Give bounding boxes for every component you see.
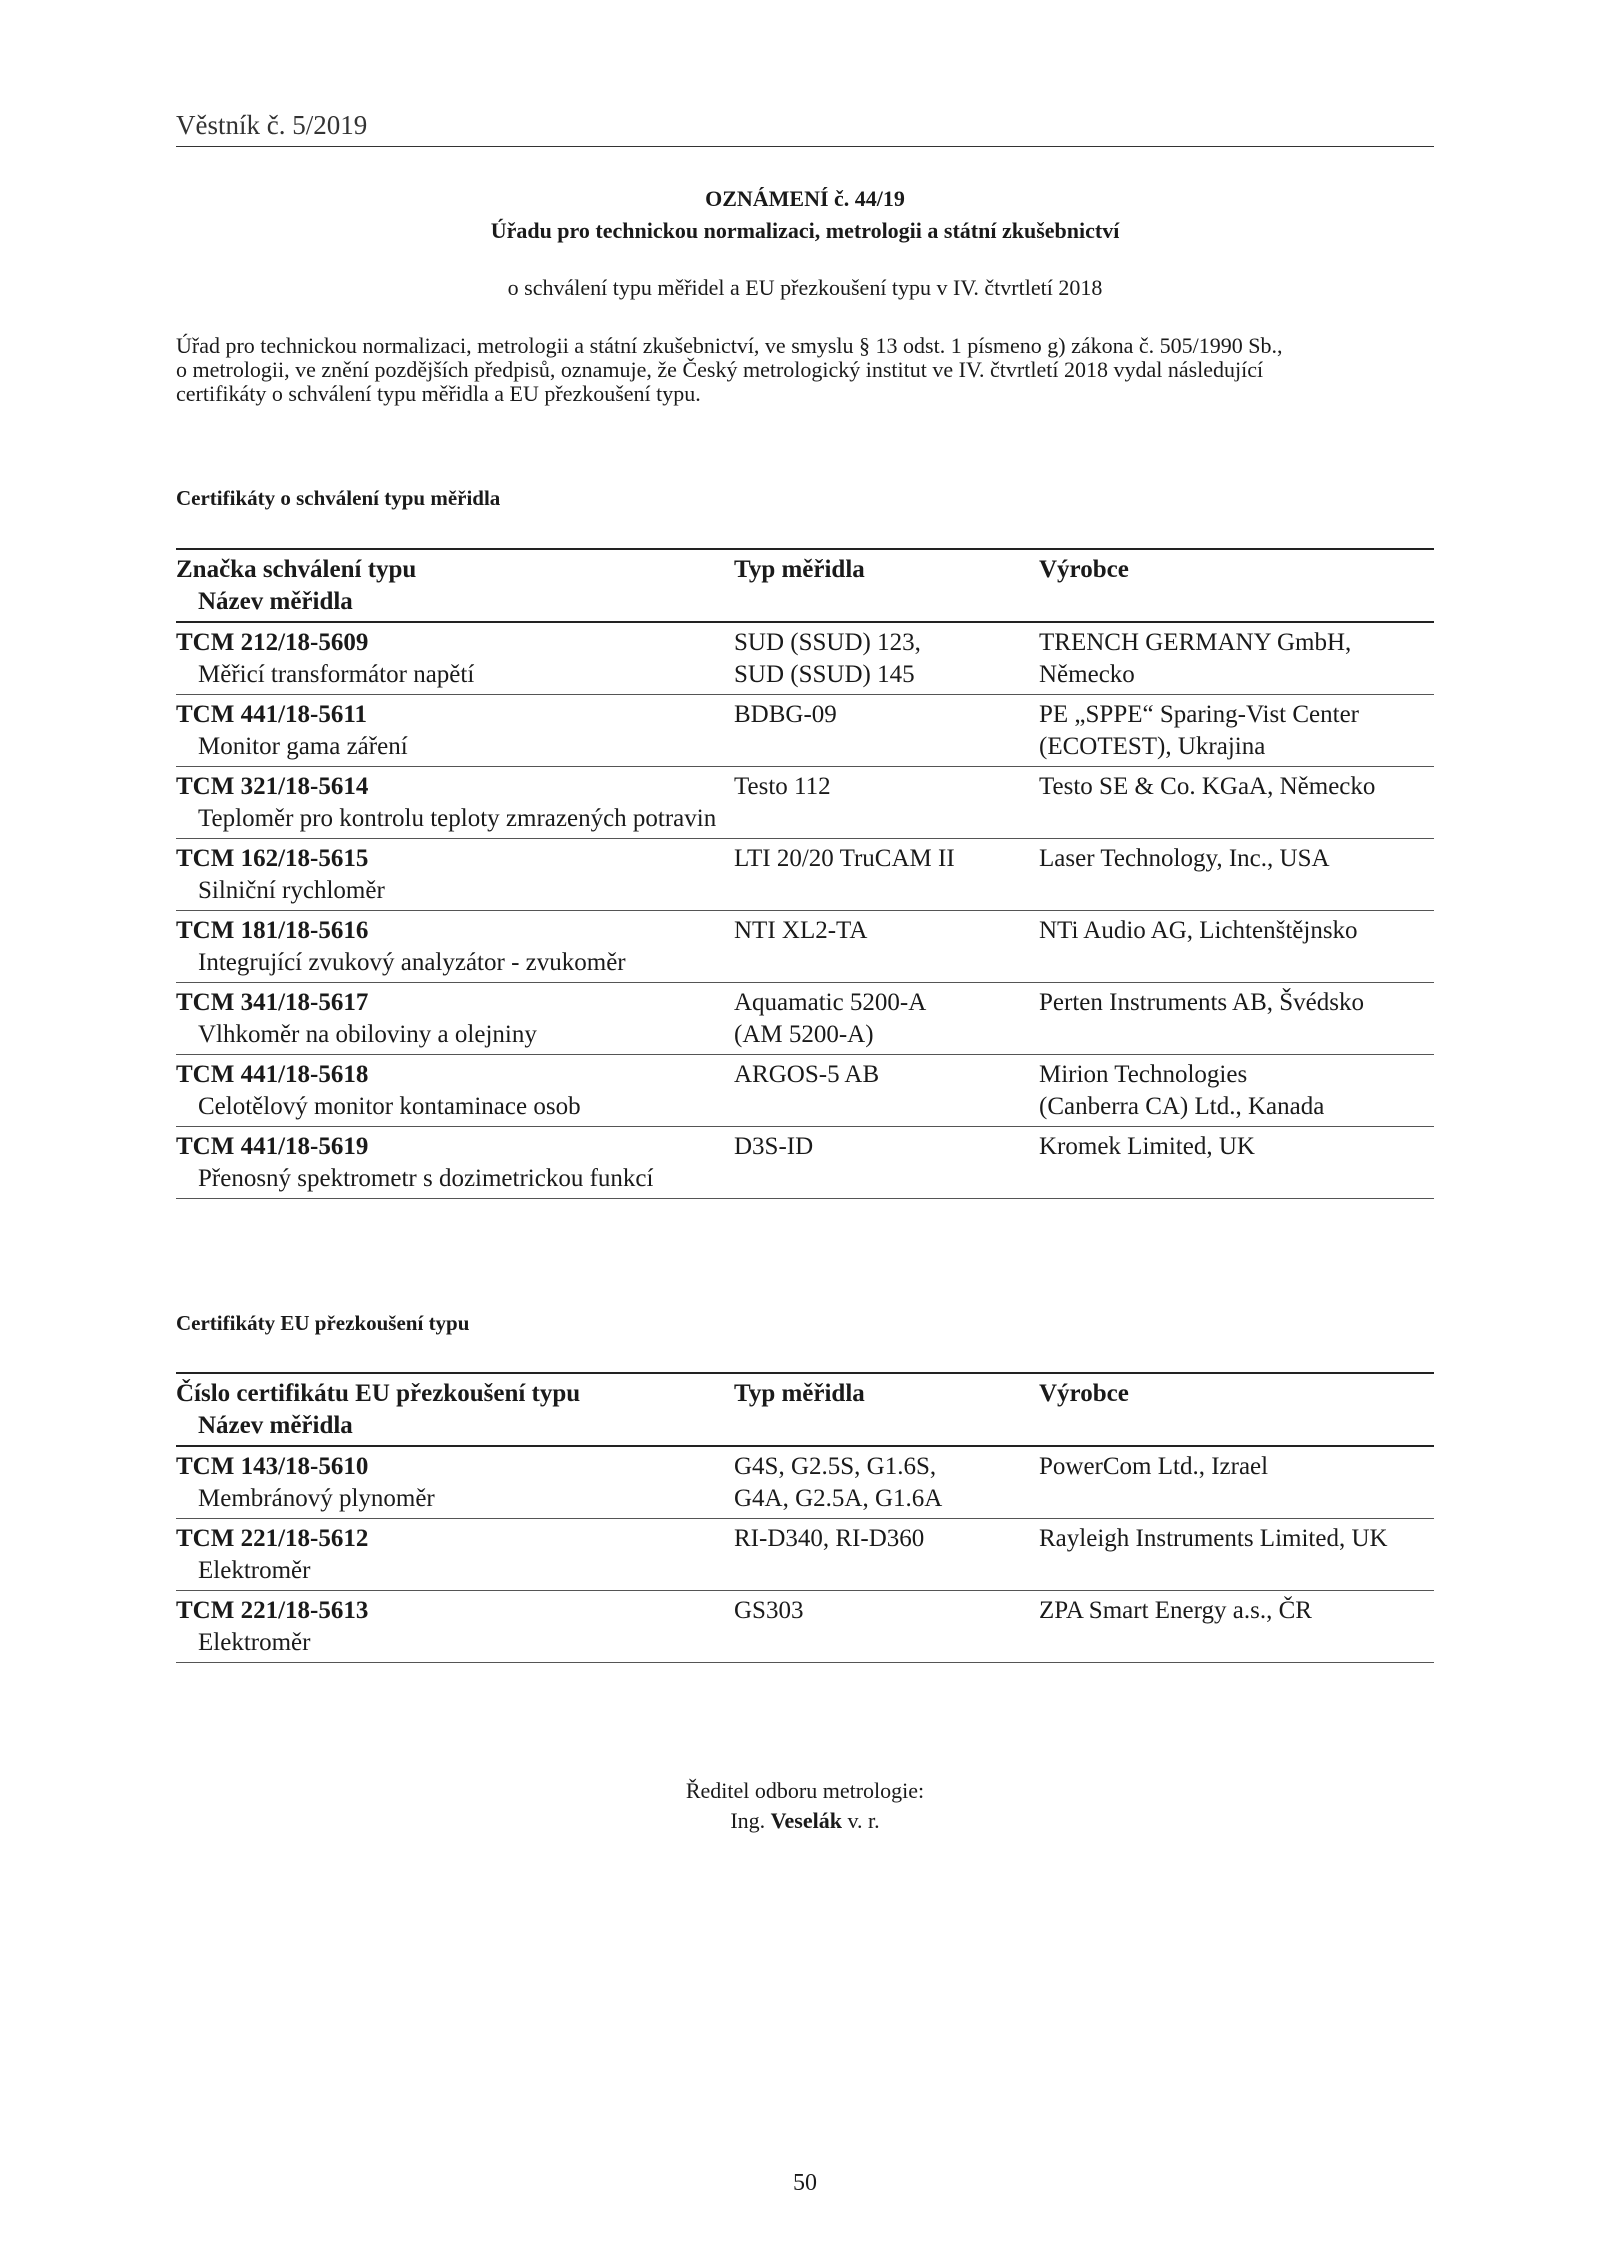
cell-instrument-type [734,839,1039,911]
header-cell-type: Typ měřidla [734,1373,1039,1446]
table-row [176,1127,1434,1199]
cell-instrument-type [734,1446,1039,1519]
intro-line: certifikáty o schválení typu měřidla a EU přezkoušení typu. [176,381,701,406]
table-row [176,1446,1434,1519]
table-row [176,622,1434,695]
instrument-type-line: Testo 112 [734,773,831,800]
instrument-type-line: RI-D340, RI-D360 [734,1525,925,1552]
cell-instrument-type [734,1519,1039,1591]
header-rule [176,146,1434,147]
instrument-name: Elektroměr [198,1629,311,1656]
cell-code-name [176,622,734,695]
cell-manufacturer [1039,767,1434,839]
manufacturer-line: Perten Instruments AB, Švédsko [1039,989,1364,1016]
type-approval-rows [176,622,1434,1199]
instrument-name: Elektroměr [198,1557,311,1584]
intro-line: o metrologii, ve znění pozdějších předpisů, oznamuje, že Český metrologický institut ve IV. čtvrtletí 2018 vydal následující [176,357,1264,382]
manufacturer-line: Německo [1039,661,1135,688]
table-header-row [176,1373,1434,1446]
instrument-name: Silniční rychloměr [198,877,385,904]
manufacturer-line: PE „SPPE“ Sparing-Vist Center [1039,701,1360,728]
instrument-name: Celotělový monitor kontaminace osob [198,1093,581,1120]
manufacturer-line: Rayleigh Instruments Limited, UK [1039,1525,1388,1552]
section-title-type-approval: Certifikáty o schválení typu měřidla [176,486,501,510]
cell-manufacturer [1039,1519,1434,1591]
cell-manufacturer [1039,839,1434,911]
signature-line [176,1806,1434,1836]
manufacturer-line: Mirion Technologies [1039,1061,1248,1088]
type-approval-table [176,548,1434,1199]
certificate-code: TCM 441/18-5618 [176,1061,369,1088]
manufacturer-line: TRENCH GERMANY GmbH, [1039,629,1352,656]
instrument-type-line: NTI XL2-TA [734,917,868,944]
manufacturer-line: PowerCom Ltd., Izrael [1039,1453,1269,1480]
certificate-code: TCM 143/18-5610 [176,1453,369,1480]
cell-manufacturer [1039,1591,1434,1663]
cell-manufacturer [1039,1055,1434,1127]
notice-authority: Úřadu pro technickou normalizaci, metrologii a státní zkušebnictví [490,218,1120,243]
cell-instrument-type [734,1591,1039,1663]
header-cell-maker: Výrobce [1039,549,1434,622]
cell-manufacturer [1039,911,1434,983]
certificate-code: TCM 181/18-5616 [176,917,369,944]
instrument-type-line: (AM 5200-A) [734,1021,874,1048]
notice-subject: o schválení typu měřidel a EU přezkoušení typu v IV. čtvrtletí 2018 [507,275,1103,300]
certificate-code: TCM 441/18-5619 [176,1133,369,1160]
manufacturer-line: (Canberra CA) Ltd., Kanada [1039,1093,1325,1120]
signature-prefix: Ing. [730,1808,766,1833]
intro-paragraph [176,334,1434,406]
intro-line: Úřad pro technickou normalizaci, metrologii a státní zkušebnictví, ve smyslu § 13 odst. 1 písmeno g) zákona č. 505/1990 Sb., [176,333,1283,358]
cell-instrument-type [734,983,1039,1055]
table-header-row [176,549,1434,622]
instrument-name: Vlhkoměr na obiloviny a olejniny [198,1021,537,1048]
certificate-code: TCM 341/18-5617 [176,989,369,1016]
certificate-code: TCM 162/18-5615 [176,845,369,872]
manufacturer-line: Laser Technology, Inc., USA [1039,845,1330,872]
cell-code-name [176,1519,734,1591]
table-row [176,1519,1434,1591]
cell-instrument-type [734,1127,1039,1199]
instrument-type-line: GS303 [734,1597,804,1624]
instrument-name: Membránový plynoměr [198,1485,435,1512]
table-row [176,1055,1434,1127]
cell-instrument-type [734,695,1039,767]
instrument-type-line: Aquamatic 5200-A [734,989,927,1016]
manufacturer-line: (ECOTEST), Ukrajina [1039,733,1266,760]
instrument-type-line: SUD (SSUD) 145 [734,661,915,688]
instrument-name: Integrující zvukový analyzátor - zvukoměr [198,949,626,976]
header-certificate-label: Číslo certifikátu EU přezkoušení typu [176,1380,581,1407]
signature-suffix: v. r. [847,1808,880,1833]
page-number: 50 [793,2170,817,2196]
header-name-label: Název měřidla [198,1412,353,1439]
manufacturer-line: Kromek Limited, UK [1039,1133,1255,1160]
signature-role: Ředitel odboru metrologie: [685,1778,925,1803]
header-cell-mark [176,549,734,622]
cell-manufacturer [1039,1127,1434,1199]
instrument-type-line: SUD (SSUD) 123, [734,629,921,656]
cell-code-name [176,911,734,983]
cell-instrument-type [734,767,1039,839]
instrument-type-line: D3S-ID [734,1133,814,1160]
cell-manufacturer [1039,983,1434,1055]
cell-code-name [176,1446,734,1519]
cell-code-name [176,983,734,1055]
cell-code-name [176,767,734,839]
cell-instrument-type [734,622,1039,695]
manufacturer-line: ZPA Smart Energy a.s., ČR [1039,1597,1312,1624]
cell-code-name [176,695,734,767]
running-header: Věstník č. 5/2019 [176,110,368,140]
table-row [176,839,1434,911]
table-row [176,767,1434,839]
cell-manufacturer [1039,622,1434,695]
eu-examination-rows [176,1446,1434,1663]
certificate-code: TCM 221/18-5613 [176,1597,369,1624]
cell-manufacturer [1039,695,1434,767]
cell-code-name [176,1055,734,1127]
cell-manufacturer [1039,1446,1434,1519]
instrument-name: Měřicí transformátor napětí [198,661,475,688]
manufacturer-line: Testo SE & Co. KGaA, Německo [1039,773,1376,800]
table-row [176,695,1434,767]
instrument-name: Monitor gama záření [198,733,408,760]
header-cell-type: Typ měřidla [734,549,1039,622]
certificate-code: TCM 221/18-5612 [176,1525,369,1552]
table-row [176,911,1434,983]
header-mark-label: Značka schválení typu [176,556,417,583]
instrument-type-line: ARGOS-5 AB [734,1061,880,1088]
header-name-label: Název měřidla [198,588,353,615]
instrument-type-line: G4S, G2.5S, G1.6S, [734,1453,937,1480]
certificate-code: TCM 441/18-5611 [176,701,367,728]
certificate-code: TCM 321/18-5614 [176,773,369,800]
signature-surname: Veselák [770,1808,842,1833]
instrument-type-line: BDBG-09 [734,701,837,728]
notice-number: OZNÁMENÍ č. 44/19 [705,186,905,211]
cell-code-name [176,1591,734,1663]
cell-instrument-type [734,1055,1039,1127]
cell-code-name [176,839,734,911]
header-cell-maker: Výrobce [1039,1373,1434,1446]
manufacturer-line: NTi Audio AG, Lichtenštějnsko [1039,917,1358,944]
instrument-type-line: G4A, G2.5A, G1.6A [734,1485,943,1512]
table-row [176,983,1434,1055]
instrument-name: Přenosný spektrometr s dozimetrickou funkcí [198,1165,654,1192]
instrument-name: Teploměr pro kontrolu teploty zmrazených potravin [198,805,717,832]
signature-block [176,1776,1434,1836]
instrument-type-line: LTI 20/20 TruCAM II [734,845,955,872]
cell-code-name [176,1127,734,1199]
eu-examination-table [176,1372,1434,1663]
header-cell-certificate [176,1373,734,1446]
table-row [176,1591,1434,1663]
cell-instrument-type [734,911,1039,983]
certificate-code: TCM 212/18-5609 [176,629,369,656]
section-title-eu-examination: Certifikáty EU přezkoušení typu [176,1311,470,1335]
